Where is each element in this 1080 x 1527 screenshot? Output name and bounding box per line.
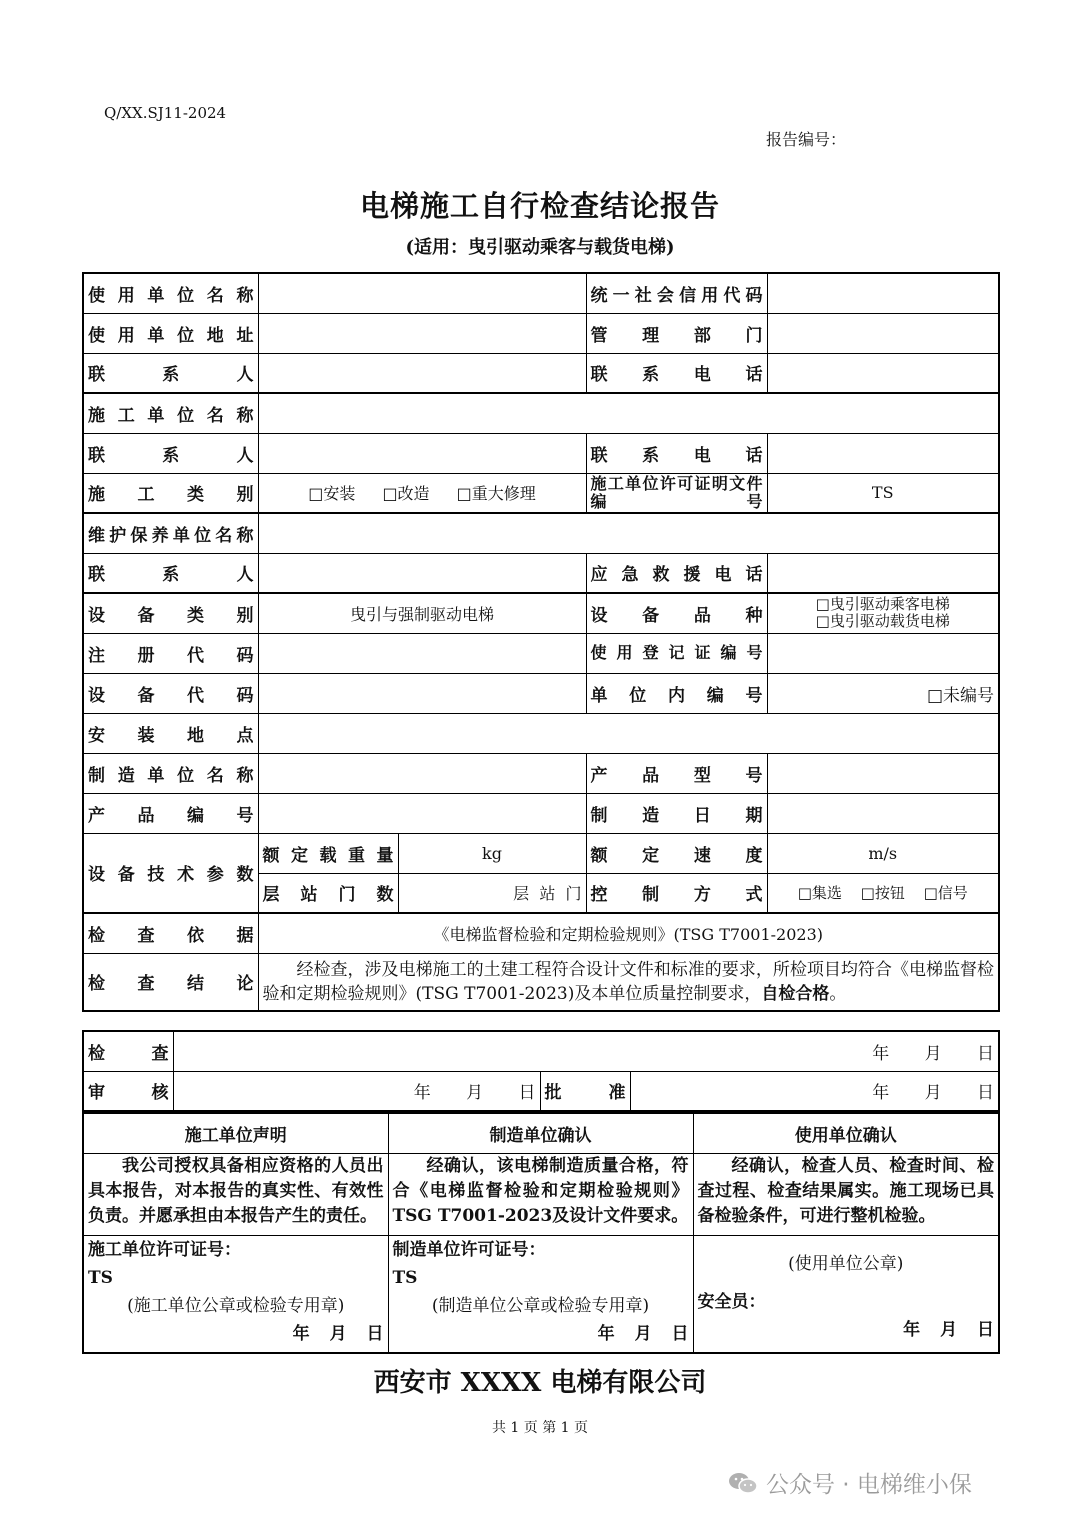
install-location-label: 安装地点 <box>83 713 258 753</box>
construction-contact-label: 联系人 <box>83 433 258 473</box>
emergency-phone-label: 应急救援电话 <box>586 553 767 593</box>
product-model-label: 产品型号 <box>586 753 767 793</box>
registration-code-label: 注册代码 <box>83 633 258 673</box>
equipment-variety-options <box>767 593 999 633</box>
product-number-field[interactable] <box>258 793 586 833</box>
maintenance-unit-name-field[interactable] <box>258 513 999 553</box>
document-number: Q/XX.SJ11-2024 <box>104 104 227 122</box>
equipment-code-field[interactable] <box>258 673 586 713</box>
rated-speed-field[interactable]: m/s <box>767 833 999 873</box>
equipment-code-label: 设备代码 <box>83 673 258 713</box>
control-mode-options <box>767 873 999 913</box>
equipment-category-value: 曳引与强制驱动电梯 <box>258 593 586 633</box>
construction-sign-block <box>83 1235 388 1353</box>
rated-speed-label: 额定速度 <box>586 833 767 873</box>
construction-type-label: 施工类别 <box>83 473 258 513</box>
conclusion-verdict: 自检合格 <box>761 983 830 1004</box>
rated-load-label: 额定载重量 <box>258 833 398 873</box>
table-row <box>83 793 999 833</box>
table-row <box>83 913 999 953</box>
table-row <box>83 593 999 633</box>
user-confirm-title: 使用单位确认 <box>693 1113 999 1153</box>
user-contact-field[interactable] <box>258 353 586 393</box>
usage-registration-label: 使用登记证编号 <box>586 633 767 673</box>
passenger-elevator-checkbox[interactable]: □曳引驱动乘客电梯 <box>815 595 950 614</box>
table-row <box>83 553 999 593</box>
construction-statement-text: 我公司授权具备相应资格的人员出具本报告，对本报告的真实性、有效性负责。并愿承担由本报告产生的责任。 <box>83 1153 388 1235</box>
review-date[interactable]: 年 月 日 <box>173 1071 540 1111</box>
construction-contact-field[interactable] <box>258 433 586 473</box>
inspection-basis-value: 《电梯监督检验和定期检验规则》(TSG T7001-2023) <box>258 913 999 953</box>
user-sign-block <box>693 1235 999 1353</box>
construction-sign-date[interactable]: 年 月 日 <box>292 1323 384 1344</box>
company-name: 西安市 XXXX 电梯有限公司 <box>373 1368 707 1398</box>
table-row <box>83 1153 999 1235</box>
table-row <box>83 273 999 313</box>
construction-statement-title: 施工单位声明 <box>83 1113 388 1153</box>
construction-phone-label: 联系电话 <box>586 433 767 473</box>
watermark-text: 公众号 · 电梯维小保 <box>766 1472 972 1498</box>
construction-seal: (施工单位公章或检验专用章) <box>127 1295 345 1316</box>
user-phone-field[interactable] <box>767 353 999 393</box>
manufacturer-confirm-title: 制造单位确认 <box>388 1113 693 1153</box>
emergency-phone-field[interactable] <box>767 553 999 593</box>
table-row <box>83 313 999 353</box>
approve-date[interactable]: 年 月 日 <box>630 1071 999 1111</box>
management-dept-label: 管理部门 <box>586 313 767 353</box>
inspection-basis-label: 检查依据 <box>83 913 258 953</box>
manufacturer-confirm-text: 经确认，该电梯制造质量合格，符合《电梯监督检验和定期检验规则》TSG T7001-2023及设计文件要求。 <box>388 1153 693 1235</box>
table-row <box>83 713 999 753</box>
inspect-date[interactable]: 年 月 日 <box>173 1031 999 1071</box>
signal-checkbox[interactable]: □信号 <box>923 884 968 903</box>
user-unit-address-label: 使用单位地址 <box>83 313 258 353</box>
approval-table <box>82 1030 1000 1112</box>
user-unit-name-label: 使用单位名称 <box>83 273 258 313</box>
manufacturer-name-field[interactable] <box>258 753 586 793</box>
maintenance-contact-field[interactable] <box>258 553 586 593</box>
construction-phone-field[interactable] <box>767 433 999 473</box>
construction-unit-name-label: 施工单位名称 <box>83 393 258 433</box>
modify-checkbox[interactable]: □改造 <box>382 484 430 504</box>
table-row <box>83 753 999 793</box>
manufacturer-name-label: 制造单位名称 <box>83 753 258 793</box>
registration-code-field[interactable] <box>258 633 586 673</box>
table-row <box>83 433 999 473</box>
manufacturer-sign-block <box>388 1235 693 1353</box>
table-row <box>83 353 999 393</box>
maintenance-contact-label: 联系人 <box>83 553 258 593</box>
manufacture-date-field[interactable] <box>767 793 999 833</box>
table-row <box>83 833 999 873</box>
page-counter: 共 1 页 第 1 页 <box>491 1420 589 1436</box>
table-row <box>83 1071 999 1111</box>
inspect-label: 检查 <box>83 1031 173 1071</box>
install-location-field[interactable] <box>258 713 999 753</box>
equipment-category-label: 设备类别 <box>83 593 258 633</box>
manufacturer-sign-date[interactable]: 年 月 日 <box>597 1323 689 1344</box>
inspection-conclusion-text <box>258 953 999 1011</box>
manufacturer-license-label: 制造单位许可证号： <box>392 1239 546 1260</box>
construction-license-value[interactable]: TS <box>88 1267 113 1288</box>
table-row <box>83 473 999 513</box>
inspection-conclusion-label: 检查结论 <box>83 953 258 1011</box>
table-row <box>83 673 999 713</box>
review-label: 审核 <box>83 1071 173 1111</box>
conclusion-body: 经检查，涉及电梯施工的土建工程符合设计文件和标准的要求，所检项目均符合《电梯监督检验和定期检验规则》(TSG T7001-2023)及本单位质量控制要求， <box>262 959 994 1004</box>
manufacturer-seal: (制造单位公章或检验专用章) <box>431 1295 650 1316</box>
page-title: 电梯施工自行检查结论报告 <box>359 189 720 223</box>
license-doc-label: 施工单位许可证明文件编号 <box>586 473 767 513</box>
confirmation-table <box>82 1112 1000 1354</box>
approve-label: 批准 <box>540 1071 630 1111</box>
button-checkbox[interactable]: □按钮 <box>860 884 905 903</box>
page-subtitle: (适用：曳引驱动乘客与载货电梯) <box>405 237 675 258</box>
construction-type-options <box>258 473 586 513</box>
user-unit-address-field[interactable] <box>258 313 586 353</box>
construction-unit-name-field[interactable] <box>258 393 999 433</box>
user-seal: (使用单位公章) <box>788 1253 904 1274</box>
table-row <box>83 953 999 1011</box>
internal-number-label: 单位内编号 <box>586 673 767 713</box>
inspection-form-table <box>82 272 1000 1012</box>
product-number-label: 产品编号 <box>83 793 258 833</box>
tech-params-label: 设备技术参数 <box>83 833 258 913</box>
control-mode-label: 控制方式 <box>586 873 767 913</box>
license-doc-field[interactable]: TS <box>767 473 999 513</box>
maintenance-unit-name-label: 维护保养单位名称 <box>83 513 258 553</box>
safety-officer-label[interactable]: 安全员： <box>697 1291 766 1312</box>
table-row <box>83 513 999 553</box>
user-confirm-text: 经确认，检查人员、检查时间、检查过程、检查结果属实。施工现场已具备检验条件，可进行整机检验。 <box>693 1153 999 1235</box>
collective-checkbox[interactable]: □集选 <box>797 884 842 903</box>
usage-registration-field[interactable] <box>767 633 999 673</box>
user-unit-name-field[interactable] <box>258 273 586 313</box>
floors-field[interactable]: 层 站 门 <box>398 873 586 913</box>
report-number-label: 报告编号： <box>766 130 847 149</box>
wechat-icon <box>728 1471 758 1495</box>
credit-code-field[interactable] <box>767 273 999 313</box>
table-row <box>83 1031 999 1071</box>
freight-elevator-checkbox[interactable]: □曳引驱动载货电梯 <box>815 612 950 631</box>
credit-code-label: 统一社会信用代码 <box>586 273 767 313</box>
user-sign-date[interactable]: 年 月 日 <box>903 1319 994 1340</box>
internal-number-checkbox[interactable]: □未编号 <box>767 673 999 713</box>
manufacturer-license-value[interactable]: TS <box>392 1267 418 1288</box>
user-contact-label: 联系人 <box>83 353 258 393</box>
watermark <box>728 1466 972 1499</box>
construction-license-label: 施工单位许可证号： <box>88 1239 241 1260</box>
major-repair-checkbox[interactable]: □重大修理 <box>456 484 536 504</box>
management-dept-field[interactable] <box>767 313 999 353</box>
equipment-variety-label: 设备品种 <box>586 593 767 633</box>
conclusion-end: 。 <box>829 983 847 1004</box>
table-row <box>83 1235 999 1353</box>
table-row <box>83 393 999 433</box>
product-model-field[interactable] <box>767 753 999 793</box>
rated-load-field[interactable]: kg <box>398 833 586 873</box>
table-row <box>83 633 999 673</box>
floors-label: 层站门数 <box>258 873 398 913</box>
manufacture-date-label: 制造日期 <box>586 793 767 833</box>
table-row <box>83 1113 999 1153</box>
install-checkbox[interactable]: □安装 <box>308 484 356 504</box>
user-phone-label: 联系电话 <box>586 353 767 393</box>
